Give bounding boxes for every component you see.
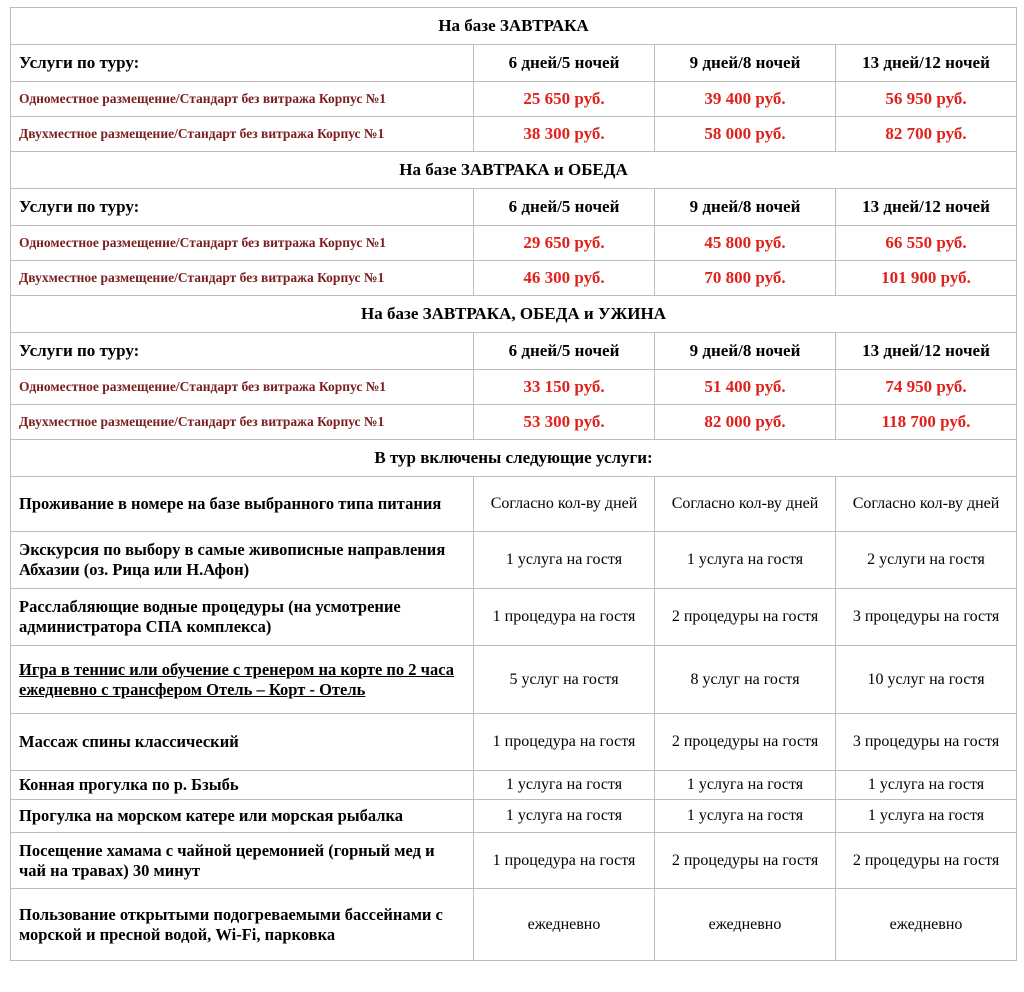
service-value: 10 услуг на гостя xyxy=(836,646,1017,714)
room-type-label: Одноместное размещение/Стандарт без витража Корпус №1 xyxy=(11,82,474,117)
service-value: 1 услуга на гостя xyxy=(474,532,655,589)
services-column-header: Услуги по туру: xyxy=(11,189,474,226)
service-value: Согласно кол-ву дней xyxy=(836,477,1017,532)
duration-header: 13 дней/12 ночей xyxy=(836,189,1017,226)
price-cell: 70 800 руб. xyxy=(655,261,836,296)
price-row xyxy=(11,226,1017,261)
service-value: Согласно кол-ву дней xyxy=(474,477,655,532)
price-cell: 38 300 руб. xyxy=(474,117,655,152)
price-cell: 45 800 руб. xyxy=(655,226,836,261)
room-type-label: Одноместное размещение/Стандарт без витража Корпус №1 xyxy=(11,226,474,261)
duration-header: 6 дней/5 ночей xyxy=(474,189,655,226)
price-cell: 46 300 руб. xyxy=(474,261,655,296)
service-label: Массаж спины классический xyxy=(11,714,474,771)
services-column-header: Услуги по туру: xyxy=(11,45,474,82)
service-value: ежедневно xyxy=(836,889,1017,961)
room-type-label: Двухместное размещение/Стандарт без витража Корпус №1 xyxy=(11,405,474,440)
price-cell: 58 000 руб. xyxy=(655,117,836,152)
price-cell: 82 700 руб. xyxy=(836,117,1017,152)
service-row xyxy=(11,833,1017,889)
price-cell: 56 950 руб. xyxy=(836,82,1017,117)
section-title: На базе ЗАВТРАКА xyxy=(11,8,1017,45)
service-row xyxy=(11,889,1017,961)
tour-price-table xyxy=(10,7,1017,961)
price-row xyxy=(11,82,1017,117)
duration-header-row xyxy=(11,45,1017,82)
duration-header: 9 дней/8 ночей xyxy=(655,333,836,370)
service-value: 1 процедура на гостя xyxy=(474,589,655,646)
duration-header: 6 дней/5 ночей xyxy=(474,45,655,82)
service-value: 8 услуг на гостя xyxy=(655,646,836,714)
service-value: 1 услуга на гостя xyxy=(655,800,836,833)
service-value: 1 услуга на гостя xyxy=(655,532,836,589)
service-value: ежедневно xyxy=(655,889,836,961)
service-value: 2 процедуры на гостя xyxy=(836,833,1017,889)
section-header-row xyxy=(11,152,1017,189)
duration-header: 13 дней/12 ночей xyxy=(836,333,1017,370)
service-value: 3 процедуры на гостя xyxy=(836,714,1017,771)
section-header-row xyxy=(11,296,1017,333)
service-value: 1 услуга на гостя xyxy=(836,771,1017,800)
service-value: 1 процедура на гостя xyxy=(474,833,655,889)
service-value: 2 процедуры на гостя xyxy=(655,714,836,771)
room-type-label: Двухместное размещение/Стандарт без витража Корпус №1 xyxy=(11,117,474,152)
service-value: Согласно кол-ву дней xyxy=(655,477,836,532)
included-header-row xyxy=(11,440,1017,477)
service-value: 1 услуга на гостя xyxy=(836,800,1017,833)
duration-header: 6 дней/5 ночей xyxy=(474,333,655,370)
service-label xyxy=(11,646,474,714)
room-type-label: Двухместное размещение/Стандарт без витража Корпус №1 xyxy=(11,261,474,296)
duration-header: 9 дней/8 ночей xyxy=(655,189,836,226)
price-cell: 39 400 руб. xyxy=(655,82,836,117)
service-value: 1 услуга на гостя xyxy=(474,771,655,800)
service-row xyxy=(11,714,1017,771)
price-row xyxy=(11,117,1017,152)
service-value: 5 услуг на гостя xyxy=(474,646,655,714)
service-value: 3 процедуры на гостя xyxy=(836,589,1017,646)
service-value: 1 процедура на гостя xyxy=(474,714,655,771)
service-label: Прогулка на морском катере или морская рыбалка xyxy=(11,800,474,833)
service-value: 1 услуга на гостя xyxy=(474,800,655,833)
price-row xyxy=(11,370,1017,405)
service-value: 2 процедуры на гостя xyxy=(655,833,836,889)
price-cell: 25 650 руб. xyxy=(474,82,655,117)
price-cell: 33 150 руб. xyxy=(474,370,655,405)
duration-header: 9 дней/8 ночей xyxy=(655,45,836,82)
price-cell: 82 000 руб. xyxy=(655,405,836,440)
service-label: Расслабляющие водные процедуры (на усмотрение администратора СПА комплекса) xyxy=(11,589,474,646)
price-cell: 101 900 руб. xyxy=(836,261,1017,296)
service-label-text: Игра в теннис или обучение с тренером на корте по 2 часа ежедневно с трансфером Отель – Корт - Отель xyxy=(19,659,455,699)
price-cell: 118 700 руб. xyxy=(836,405,1017,440)
price-cell: 51 400 руб. xyxy=(655,370,836,405)
price-row xyxy=(11,261,1017,296)
room-type-label: Одноместное размещение/Стандарт без витража Корпус №1 xyxy=(11,370,474,405)
duration-header-row xyxy=(11,189,1017,226)
service-label: Пользование открытыми подогреваемыми бассейнами с морской и пресной водой, Wi-Fi, парковка xyxy=(11,889,474,961)
services-column-header: Услуги по туру: xyxy=(11,333,474,370)
service-value: 2 услуги на гостя xyxy=(836,532,1017,589)
service-row xyxy=(11,477,1017,532)
duration-header-row xyxy=(11,333,1017,370)
included-title: В тур включены следующие услуги: xyxy=(11,440,1017,477)
price-row xyxy=(11,405,1017,440)
service-row xyxy=(11,771,1017,800)
section-title: На базе ЗАВТРАКА и ОБЕДА xyxy=(11,152,1017,189)
service-row xyxy=(11,800,1017,833)
section-header-row xyxy=(11,8,1017,45)
section-title: На базе ЗАВТРАКА, ОБЕДА и УЖИНА xyxy=(11,296,1017,333)
service-label: Конная прогулка по р. Бзыбь xyxy=(11,771,474,800)
service-value: 2 процедуры на гостя xyxy=(655,589,836,646)
price-cell: 66 550 руб. xyxy=(836,226,1017,261)
service-row xyxy=(11,589,1017,646)
price-cell: 53 300 руб. xyxy=(474,405,655,440)
service-label: Проживание в номере на базе выбранного типа питания xyxy=(11,477,474,532)
service-label: Посещение хамама с чайной церемонией (горный мед и чай на травах) 30 минут xyxy=(11,833,474,889)
duration-header: 13 дней/12 ночей xyxy=(836,45,1017,82)
service-value: ежедневно xyxy=(474,889,655,961)
service-row xyxy=(11,532,1017,589)
price-cell: 74 950 руб. xyxy=(836,370,1017,405)
service-label: Экскурсия по выбору в самые живописные направления Абхазии (оз. Рица или Н.Афон) xyxy=(11,532,474,589)
price-cell: 29 650 руб. xyxy=(474,226,655,261)
service-row xyxy=(11,646,1017,714)
service-value: 1 услуга на гостя xyxy=(655,771,836,800)
